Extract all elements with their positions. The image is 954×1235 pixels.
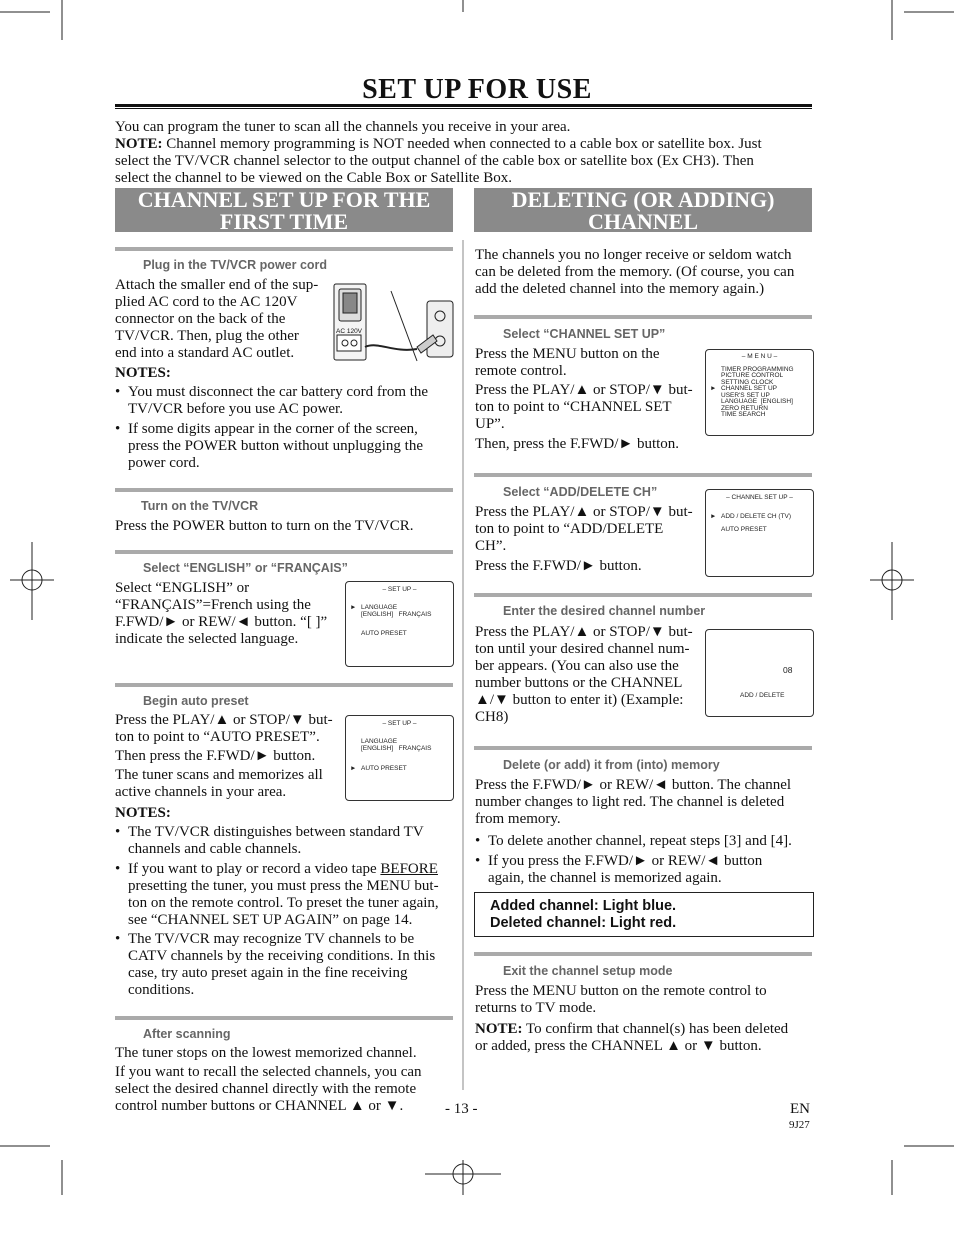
text-line: If some digits appear in the corner of the screen, [128, 421, 418, 437]
osd-channel-number-screen [705, 629, 814, 717]
screen-cursor: ► [710, 385, 717, 392]
step-heading: Turn on the TV/VCR [141, 499, 259, 513]
note-text: To confirm that channel(s) has been deleted [522, 1021, 789, 1037]
text-line: can be deleted from the memory. (Of course, you can [475, 264, 795, 280]
language-code: EN [790, 1101, 810, 1117]
step-heading: Enter the desired channel number [503, 604, 706, 618]
text-line: ton on the remote control. To preset the tuner again, [128, 895, 439, 911]
step-divider [115, 683, 453, 687]
text-line: number changes to light red. The channel is deleted [475, 794, 785, 810]
title-rule [115, 104, 812, 107]
screen-cursor: ► [710, 513, 717, 520]
screen-title: – M E N U – [741, 353, 778, 360]
menu-item: TIME SEARCH [721, 411, 766, 418]
step-text [475, 983, 820, 1055]
text-line: see “CHANNEL SET UP AGAIN” on page 14. [128, 912, 413, 928]
text-line: Press the F.FWD/► or REW/◄ button. The channel [475, 777, 792, 793]
color-legend-box [474, 892, 814, 937]
text-line: Press the PLAY/▲ or STOP/▼ but- [475, 624, 693, 640]
step-heading: Select “ENGLISH” or “FRANÇAIS” [143, 561, 348, 575]
text-line: Press the PLAY/▲ or STOP/▼ but- [475, 382, 693, 398]
step-text: Press the POWER button to turn on the TV/VCR. [115, 518, 414, 534]
text-line: returns to TV mode. [475, 1000, 597, 1016]
legend-added: Added channel: Light blue. [490, 898, 677, 914]
intro-text [115, 119, 815, 187]
banner-line: CHANNEL SET UP FOR THE [137, 187, 431, 212]
bullet-dot: • [115, 931, 121, 947]
text-line: ton to point to “ADD/DELETE [475, 521, 664, 537]
screen-title: – CHANNEL SET UP – [726, 494, 793, 501]
text-line: F.FWD/► or REW/◄ button. “[ ]” [115, 614, 328, 630]
text-line: CH8) [475, 709, 509, 725]
bullet-dot: • [115, 421, 121, 437]
note-text: Channel memory programming is NOT needed when connected to a cable box or satellite box. Just [166, 136, 762, 152]
text-line: end into a standard AC outlet. [115, 345, 295, 361]
text-line: ton to point to “CHANNEL SET [475, 399, 672, 415]
step-divider [474, 473, 812, 477]
text-line: add the deleted channel into the memory again.) [475, 281, 765, 297]
text-line: Press the PLAY/▲ or STOP/▼ but- [475, 504, 693, 520]
text-line: TV/VCR before you use AC power. [128, 401, 343, 417]
menu-item: PICTURE CONTROL [721, 372, 784, 379]
step-text [115, 712, 343, 801]
step-divider [474, 952, 812, 956]
screen-cursor: ► [350, 765, 357, 772]
step-heading: Begin auto preset [143, 694, 249, 708]
text-line: The channels you no longer receive or seldom watch [475, 247, 792, 263]
screen-line: AUTO PRESET [361, 630, 407, 637]
text-line: CATV channels by the receiving conditions. In this [128, 948, 436, 964]
channel-number: 08 [783, 665, 793, 675]
menu-item: TIMER PROGRAMMING [721, 366, 794, 373]
step-text [475, 504, 703, 575]
text-line: press the POWER button without unplugging the [128, 438, 423, 454]
screen-line: [ENGLISH] FRANÇAIS [361, 611, 432, 618]
step-divider [115, 550, 453, 554]
menu-item: USER'S SET UP [721, 392, 770, 399]
note-label: NOTE: [475, 1021, 523, 1037]
text-line: Press the MENU button on the remote control to [475, 983, 767, 999]
text-line: connector on the back of the [115, 311, 286, 327]
menu-item: CHANNEL SET UP [721, 385, 777, 392]
text-line: UP”. [475, 416, 505, 432]
screen-cursor: ► [350, 604, 357, 611]
text-line: Attach the smaller end of the sup- [115, 277, 319, 293]
step-heading: Delete (or add) it from (into) memory [503, 758, 720, 772]
text-line: The TV/VCR distinguishes between standard TV [128, 824, 424, 840]
screen-title: – SET UP – [382, 720, 417, 727]
screen-line: AUTO PRESET [361, 765, 407, 772]
text-line [475, 1021, 820, 1038]
step-text [475, 346, 703, 453]
page-number: - 13 - [445, 1101, 478, 1117]
bullet-dot: • [475, 853, 481, 869]
screen-line: AUTO PRESET [721, 526, 767, 533]
ac-120v-label: AC 120V [336, 328, 363, 335]
step-divider [474, 746, 812, 750]
right-intro [475, 247, 820, 298]
osd-setup-screen [345, 581, 454, 667]
intro-line: You can program the tuner to scan all the channels you receive in your area. [115, 119, 571, 135]
text-line: control number buttons or CHANNEL ▲ or ▼. [115, 1098, 404, 1114]
osd-menu-screen [705, 349, 814, 436]
screen-line: LANGUAGE [361, 738, 398, 745]
text-line: select the desired channel directly with the remote [115, 1081, 417, 1097]
intro-note-line [115, 136, 815, 153]
intro-note-line: select the channel to be viewed on the Cable Box or Satellite Box. [115, 170, 512, 186]
menu-item: LANGUAGE [ENGLISH] [721, 398, 793, 405]
text-line: ton to point to “AUTO PRESET”. [115, 729, 320, 745]
step-divider [474, 315, 812, 319]
text-line: from memory. [475, 811, 561, 827]
text-line: Then press the F.FWD/► button. [115, 748, 316, 764]
underlined-word: BEFORE [380, 861, 438, 877]
notes-label: NOTES: [115, 805, 171, 821]
step-text [475, 624, 705, 726]
text-line: or added, press the CHANNEL ▲ or ▼ button. [475, 1038, 762, 1054]
text-line: again, the channel is memorized again. [488, 870, 722, 886]
text-line: ton until your desired channel num- [475, 641, 690, 657]
step-text [475, 777, 820, 828]
text-line: The tuner stops on the lowest memorized channel. [115, 1045, 417, 1061]
text-span: If you want to play or record a video tape [128, 861, 381, 877]
text-line: “FRANÇAIS”=French using the [115, 597, 311, 613]
note-label: NOTE: [115, 136, 163, 152]
notes-label: NOTES: [115, 365, 171, 381]
text-line: TV/VCR. Then, plug the other [115, 328, 299, 344]
step-divider [115, 488, 453, 492]
text-line: conditions. [128, 982, 195, 998]
text-line: power cord. [128, 455, 200, 471]
title-rule-thin [115, 108, 812, 109]
text-line: ▲/▼ button to enter it) (Example: [475, 692, 684, 708]
screen-title: – SET UP – [382, 586, 417, 593]
text-line: ber appears. (You can also use the [475, 658, 679, 674]
screen-line: LANGUAGE [361, 604, 398, 611]
step-text [115, 277, 335, 362]
page-title: SET UP FOR USE [362, 74, 592, 105]
text-line: You must disconnect the car battery cord from the [128, 384, 429, 400]
bullet-dot: • [475, 833, 481, 849]
text-line: If you want to recall the selected channels, you can [115, 1064, 422, 1080]
step-divider [474, 593, 812, 597]
step-divider [115, 1016, 453, 1020]
text-line: If you press the F.FWD/► or REW/◄ button [488, 853, 763, 869]
bullet-dot: • [115, 861, 121, 877]
text-line: plied AC cord to the AC 120V [115, 294, 298, 310]
step-heading: Exit the channel setup mode [503, 964, 673, 978]
text-line: To delete another channel, repeat steps [3] and [4]. [488, 833, 792, 849]
text-line: CH”. [475, 538, 507, 554]
step-heading: Select “CHANNEL SET UP” [503, 327, 666, 341]
text-line: presetting the tuner, you must press the MENU but- [128, 878, 439, 894]
screen-line: ADD / DELETE [740, 692, 785, 699]
left-section-banner [115, 188, 453, 232]
banner-line: CHANNEL [587, 209, 698, 234]
bullet-dot: • [115, 824, 121, 840]
text-line: Press the F.FWD/► button. [475, 558, 642, 574]
banner-line: DELETING (OR ADDING) [511, 187, 775, 212]
text-line: number buttons or the CHANNEL [475, 675, 683, 691]
menu-item: SETTING CLOCK [721, 379, 774, 386]
text-line: active channels in your area. [115, 784, 287, 800]
osd-setup-screen [345, 715, 454, 801]
menu-item: ZERO RETURN [721, 405, 768, 412]
text-line: Press the PLAY/▲ or STOP/▼ but- [115, 712, 333, 728]
text-line: channels and cable channels. [128, 841, 302, 857]
step-heading: Select “ADD/DELETE CH” [503, 485, 658, 499]
text-line [128, 861, 439, 878]
text-line: The TV/VCR may recognize TV channels to be [128, 931, 415, 947]
text-line: indicate the selected language. [115, 631, 299, 647]
step-divider [115, 247, 453, 251]
bullet-dot: • [115, 384, 121, 400]
text-line: Then, press the F.FWD/► button. [475, 436, 680, 452]
step-heading: Plug in the TV/VCR power cord [143, 258, 328, 272]
banner-line: FIRST TIME [219, 209, 349, 234]
step-text [115, 1045, 460, 1115]
screen-line: [ENGLISH] FRANÇAIS [361, 745, 432, 752]
text-line: remote control. [475, 363, 567, 379]
legend-deleted: Deleted channel: Light red. [490, 915, 677, 931]
text-line: case, try auto preset again in the fine receiving [128, 965, 408, 981]
intro-note-line: select the TV/VCR channel selector to the output channel of the cable box or satellite box (Ex CH3). Then [115, 153, 754, 169]
screen-line: ADD / DELETE CH (TV) [721, 513, 792, 520]
text-line: The tuner scans and memorizes all [115, 767, 323, 783]
step-heading: After scanning [143, 1027, 231, 1041]
text-line: Select “ENGLISH” or [115, 580, 250, 596]
osd-channel-setup-screen [705, 489, 814, 577]
step-text [115, 580, 345, 648]
right-section-banner [474, 188, 812, 232]
ac-cord-illustration [333, 283, 455, 363]
text-line: Press the MENU button on the [475, 346, 660, 362]
document-code: 9J27 [789, 1119, 810, 1131]
